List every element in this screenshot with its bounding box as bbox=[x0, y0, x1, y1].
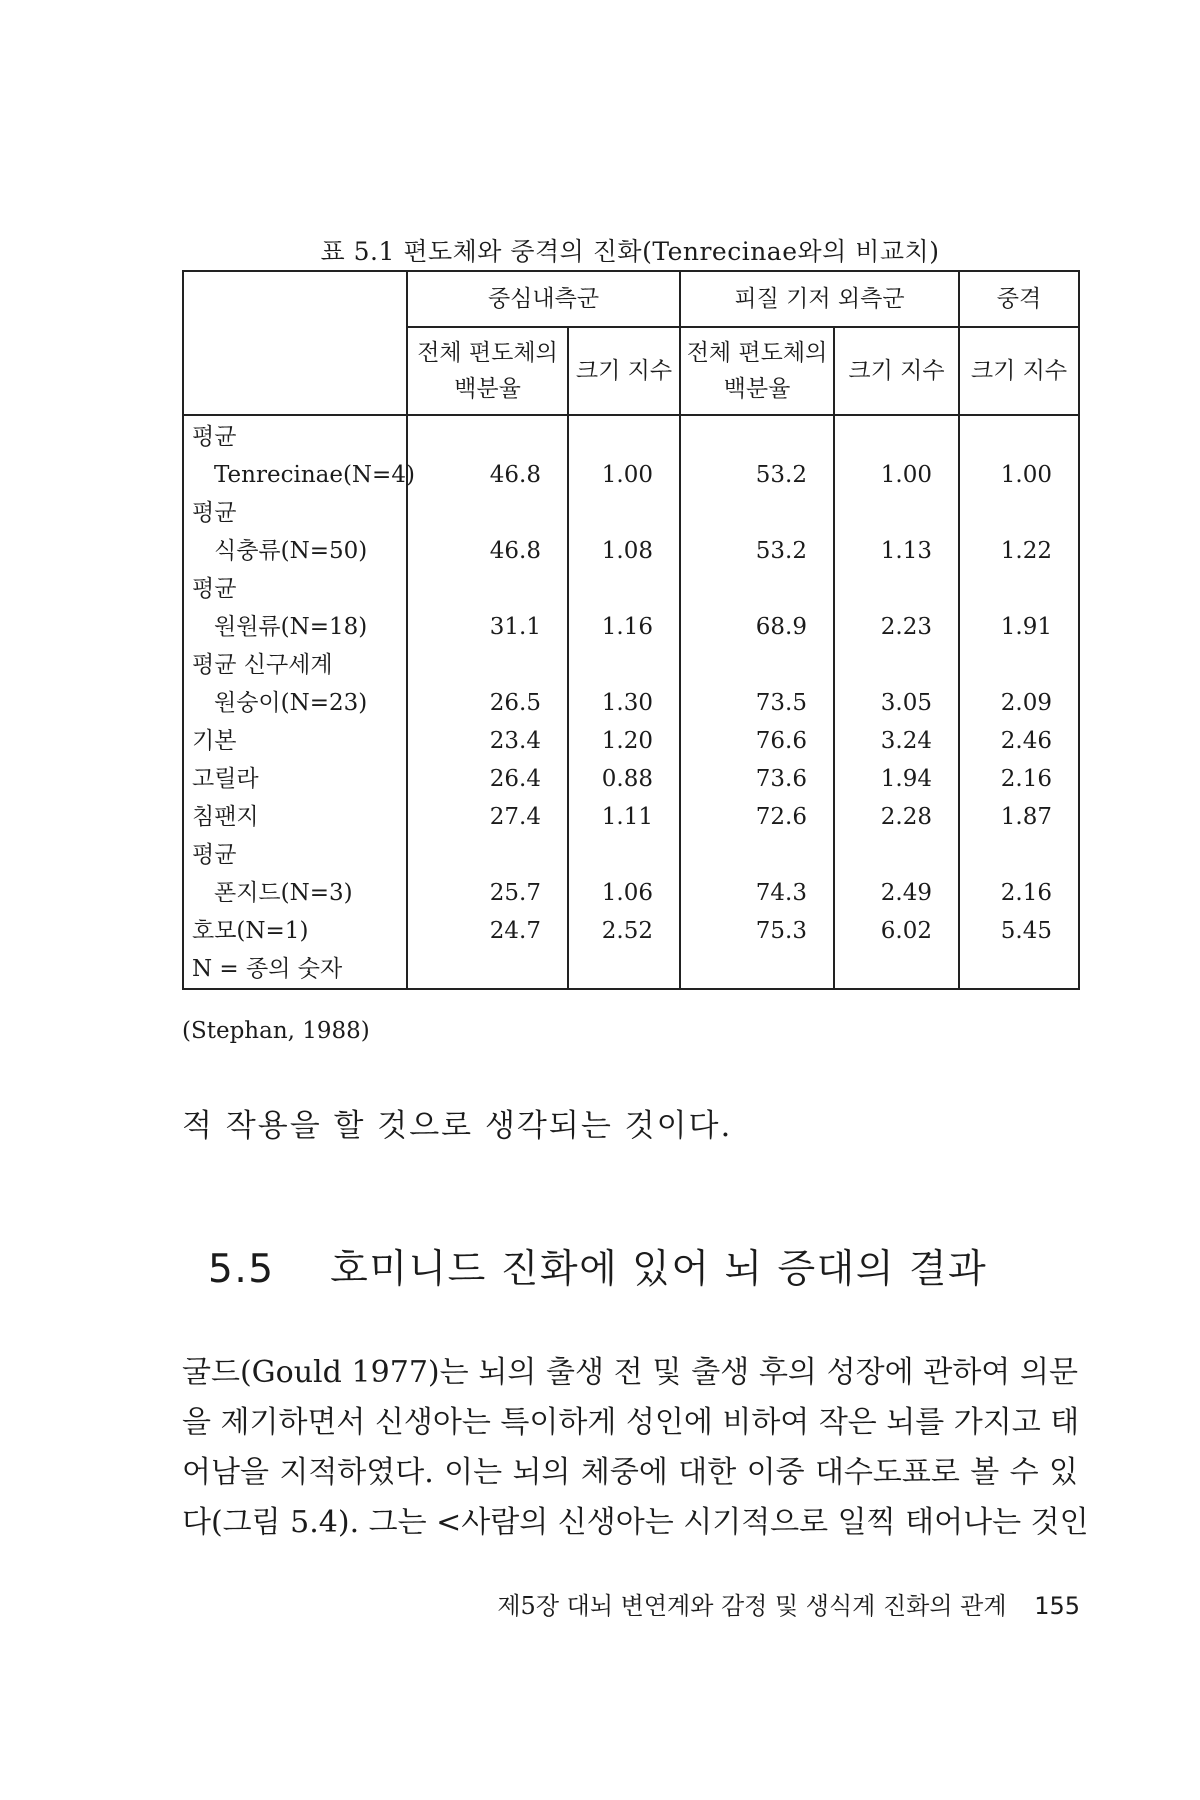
row-label: 기본 bbox=[183, 722, 407, 760]
cell-value: 68.9 bbox=[680, 608, 834, 646]
subheader-size-index-1: 크기 지수 bbox=[568, 327, 680, 415]
subheader-percent-1: 전체 편도체의 백분율 bbox=[407, 327, 568, 415]
continuation-text: 적 작용을 할 것으로 생각되는 것이다. bbox=[182, 1108, 733, 1144]
table-row-label bbox=[183, 836, 1079, 874]
cell-value: 27.4 bbox=[407, 798, 568, 836]
row-label-prefix: 평균 bbox=[183, 570, 407, 608]
page-number: 155 bbox=[1034, 1592, 1080, 1620]
cell-value: 1.00 bbox=[959, 456, 1079, 494]
table-row-label bbox=[183, 494, 1079, 532]
cell-value: 53.2 bbox=[680, 532, 834, 570]
section-title: 호미니드 진화에 있어 뇌 증대의 결과 bbox=[330, 1247, 988, 1292]
header-group-centromedial: 중심내측군 bbox=[407, 271, 680, 327]
table-row-label bbox=[183, 646, 1079, 684]
table-row-label bbox=[183, 415, 1079, 456]
cell-value: 76.6 bbox=[680, 722, 834, 760]
cell-value: 3.24 bbox=[834, 722, 959, 760]
cell-value: 2.28 bbox=[834, 798, 959, 836]
cell-value: 73.5 bbox=[680, 684, 834, 722]
cell-value: 2.52 bbox=[568, 912, 680, 950]
row-label-prefix: 평균 신구세계 bbox=[183, 646, 407, 684]
cell-value: 1.08 bbox=[568, 532, 680, 570]
cell-value: 1.13 bbox=[834, 532, 959, 570]
cell-value: 2.23 bbox=[834, 608, 959, 646]
cell-value: 1.00 bbox=[568, 456, 680, 494]
data-table bbox=[182, 270, 1080, 990]
cell-value: 1.22 bbox=[959, 532, 1079, 570]
cell-value: 2.16 bbox=[959, 760, 1079, 798]
row-label: 식충류(N=50) bbox=[183, 532, 407, 570]
cell-value: 1.00 bbox=[834, 456, 959, 494]
table-row bbox=[183, 760, 1079, 798]
row-label: 침팬지 bbox=[183, 798, 407, 836]
subheader-percent-2: 전체 편도체의 백분율 bbox=[680, 327, 834, 415]
cell-value: 6.02 bbox=[834, 912, 959, 950]
table-row bbox=[183, 912, 1079, 950]
cell-value: 31.1 bbox=[407, 608, 568, 646]
row-label: Tenrecinae(N=4) bbox=[183, 456, 407, 494]
table-caption: 표 5.1 편도체와 중격의 진화(Tenrecinae와의 비교치) bbox=[320, 237, 940, 266]
cell-value: 74.3 bbox=[680, 874, 834, 912]
row-label-prefix: 평균 bbox=[183, 494, 407, 532]
row-label: 호모(N=1) bbox=[183, 912, 407, 950]
table-row bbox=[183, 874, 1079, 912]
header-empty-cell bbox=[183, 271, 407, 415]
cell-value: 1.94 bbox=[834, 760, 959, 798]
cell-value: 73.6 bbox=[680, 760, 834, 798]
cell-value: 53.2 bbox=[680, 456, 834, 494]
body-paragraph bbox=[182, 1348, 1089, 1548]
cell-value: 1.91 bbox=[959, 608, 1079, 646]
row-label: 폰지드(N=3) bbox=[183, 874, 407, 912]
row-label: 고릴라 bbox=[183, 760, 407, 798]
cell-value: 1.16 bbox=[568, 608, 680, 646]
row-label-prefix: 평균 bbox=[183, 415, 407, 456]
table-footnote: N = 종의 숫자 bbox=[183, 950, 407, 989]
section-heading bbox=[208, 1238, 987, 1294]
cell-value: 24.7 bbox=[407, 912, 568, 950]
subheader-size-index-3: 크기 지수 bbox=[959, 327, 1079, 415]
cell-value: 25.7 bbox=[407, 874, 568, 912]
header-group-septum: 중격 bbox=[959, 271, 1079, 327]
cell-value: 0.88 bbox=[568, 760, 680, 798]
table-row bbox=[183, 798, 1079, 836]
cell-value: 1.30 bbox=[568, 684, 680, 722]
cell-value: 1.87 bbox=[959, 798, 1079, 836]
paragraph-line: 굴드(Gould 1977)는 뇌의 출생 전 및 출생 후의 성장에 관하여 의문 bbox=[182, 1355, 1078, 1390]
footer-chapter-title: 제5장 대뇌 변연계와 감정 및 생식계 진화의 관계 bbox=[497, 1592, 1007, 1620]
cell-value: 1.11 bbox=[568, 798, 680, 836]
cell-value: 1.06 bbox=[568, 874, 680, 912]
row-label: 원원류(N=18) bbox=[183, 608, 407, 646]
table-row bbox=[183, 684, 1079, 722]
table-row-label bbox=[183, 570, 1079, 608]
cell-value: 46.8 bbox=[407, 456, 568, 494]
row-label: 원숭이(N=23) bbox=[183, 684, 407, 722]
subheader-size-index-2: 크기 지수 bbox=[834, 327, 959, 415]
table-footnote-row bbox=[183, 950, 1079, 989]
paragraph-line: 어남을 지적하였다. 이는 뇌의 체중에 대한 이중 대수도표로 볼 수 있 bbox=[182, 1455, 1078, 1490]
paragraph-line: 다(그림 5.4). 그는 <사람의 신생아는 시기적으로 일찍 태어나는 것인 bbox=[182, 1505, 1089, 1540]
cell-value: 2.46 bbox=[959, 722, 1079, 760]
cell-value: 5.45 bbox=[959, 912, 1079, 950]
page-footer bbox=[420, 1586, 1080, 1621]
cell-value: 26.4 bbox=[407, 760, 568, 798]
cell-value: 3.05 bbox=[834, 684, 959, 722]
table-source: (Stephan, 1988) bbox=[182, 1018, 370, 1044]
cell-value: 23.4 bbox=[407, 722, 568, 760]
cell-value: 75.3 bbox=[680, 912, 834, 950]
table-row bbox=[183, 608, 1079, 646]
cell-value: 2.49 bbox=[834, 874, 959, 912]
table-row bbox=[183, 722, 1079, 760]
cell-value: 26.5 bbox=[407, 684, 568, 722]
table-row bbox=[183, 532, 1079, 570]
header-group-basolateral: 피질 기저 외측군 bbox=[680, 271, 959, 327]
cell-value: 72.6 bbox=[680, 798, 834, 836]
row-label-prefix: 평균 bbox=[183, 836, 407, 874]
cell-value: 2.16 bbox=[959, 874, 1079, 912]
cell-value: 2.09 bbox=[959, 684, 1079, 722]
cell-value: 46.8 bbox=[407, 532, 568, 570]
table-row bbox=[183, 456, 1079, 494]
cell-value: 1.20 bbox=[568, 722, 680, 760]
section-number: 5.5 bbox=[208, 1247, 275, 1292]
paragraph-line: 을 제기하면서 신생아는 특이하게 성인에 비하여 작은 뇌를 가지고 태 bbox=[182, 1405, 1080, 1440]
